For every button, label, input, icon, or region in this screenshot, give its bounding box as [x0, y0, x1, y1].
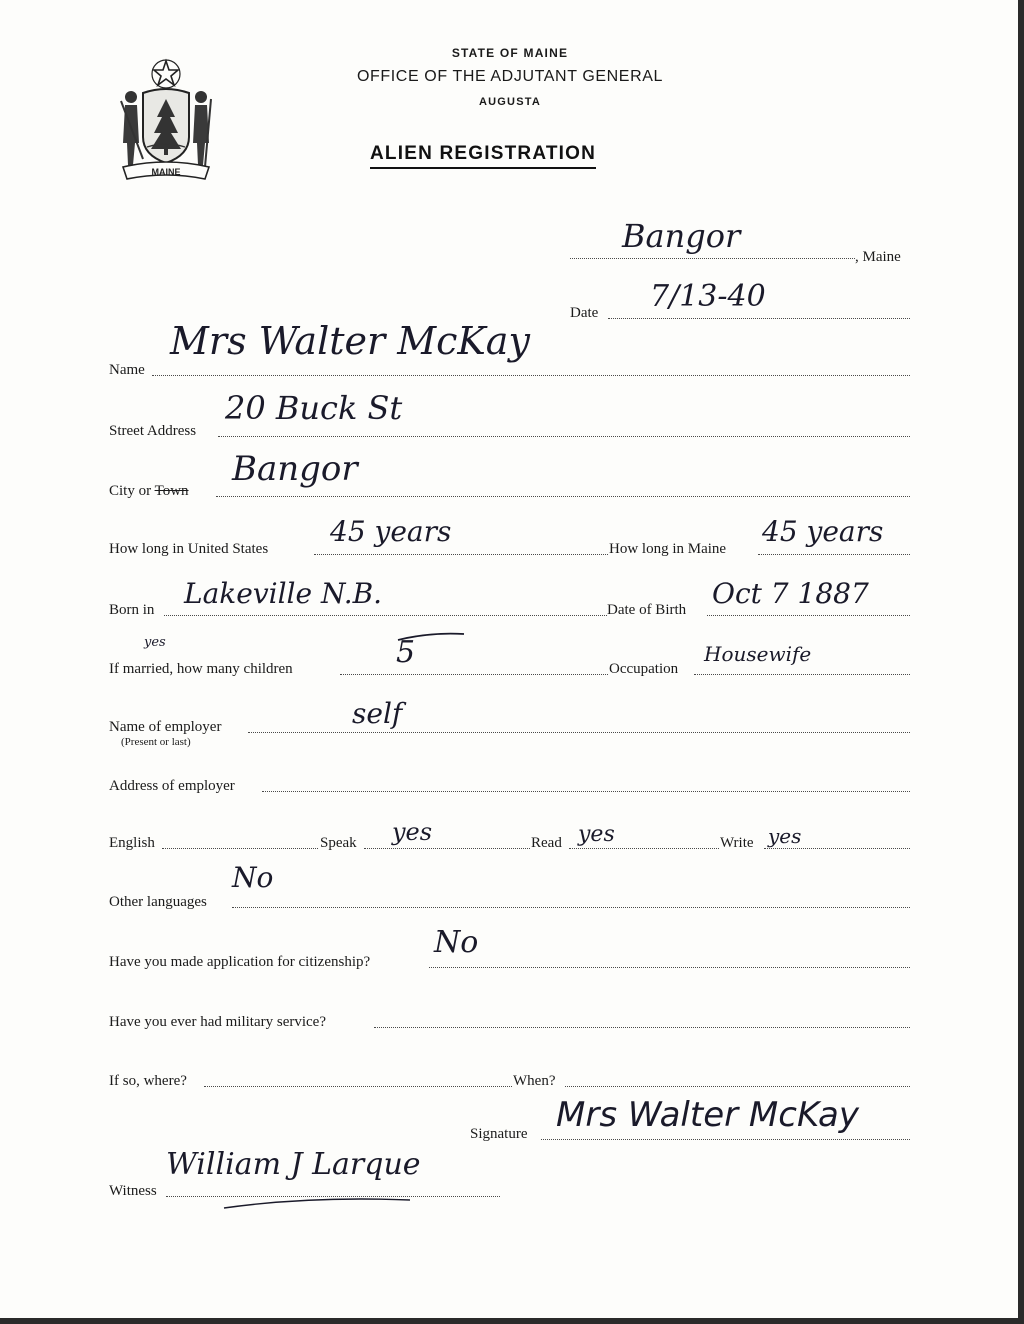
read-dotted-line [569, 848, 719, 849]
born-in-value[interactable]: Lakeville N.B. [184, 577, 383, 610]
maine-years-dotted-line [758, 554, 910, 555]
maine-years-value[interactable]: 45 years [762, 515, 884, 548]
date-of-birth-value[interactable]: Oct 7 1887 [712, 577, 869, 610]
town-value[interactable]: Bangor [622, 217, 741, 255]
children-count-value[interactable]: 5 [396, 635, 416, 670]
when-dotted-line [565, 1086, 910, 1087]
city-label-text: City or [109, 483, 155, 499]
us-years-dotted-line [314, 554, 608, 555]
employer-address-label: Address of employer [109, 778, 235, 794]
ink-flourish-children [380, 628, 470, 648]
street-address-dotted-line [218, 436, 910, 437]
city-value[interactable]: Bangor [232, 449, 358, 489]
ink-flourish-witness [220, 1180, 420, 1220]
maine-suffix-label: , Maine [855, 249, 901, 265]
header-state: STATE OF MAINE [451, 46, 569, 60]
citizenship-dotted-line [429, 967, 910, 968]
seal-ribbon-text: MAINE [151, 167, 181, 177]
read-value[interactable]: yes [578, 822, 615, 847]
other-languages-label: Other languages [109, 894, 207, 910]
date-value[interactable]: 7/13-40 [650, 279, 766, 314]
citizenship-label: Have you made application for citizenship? [109, 954, 371, 970]
write-label: Write [720, 835, 754, 851]
date-label: Date [570, 305, 599, 321]
witness-label: Witness [109, 1183, 157, 1199]
name-dotted-line [152, 375, 910, 376]
speak-dotted-line [364, 848, 530, 849]
military-service-dotted-line [374, 1027, 910, 1028]
occupation-dotted-line [694, 674, 910, 675]
occupation-label: Occupation [609, 661, 679, 677]
employer-sublabel: (Present or last) [121, 736, 191, 748]
read-label: Read [531, 835, 562, 851]
maine-years-label: How long in Maine [609, 541, 727, 557]
military-service-label: Have you ever had military service? [109, 1014, 326, 1030]
occupation-value[interactable]: Housewife [704, 642, 812, 666]
signature-label: Signature [470, 1126, 528, 1142]
us-years-value[interactable]: 45 years [330, 515, 452, 548]
employer-address-dotted-line [262, 791, 910, 792]
name-label: Name [109, 362, 145, 378]
town-struck-text: Town [154, 483, 189, 499]
write-dotted-line [764, 848, 910, 849]
city-dotted-line [216, 496, 910, 497]
us-years-label: How long in United States [109, 541, 269, 557]
born-in-dotted-line [164, 615, 607, 616]
citizenship-value[interactable]: No [434, 925, 479, 960]
when-label: When? [513, 1073, 556, 1089]
employer-dotted-line [248, 732, 910, 733]
form-title: ALIEN REGISTRATION [370, 143, 596, 169]
city-label [109, 482, 189, 500]
signature-dotted-line [541, 1139, 910, 1140]
witness-dotted-line [166, 1196, 500, 1197]
date-dotted-line [608, 318, 910, 319]
date-of-birth-label: Date of Birth [607, 602, 687, 618]
where-dotted-line [204, 1086, 512, 1087]
employer-label: Name of employer [109, 719, 222, 735]
write-value[interactable]: yes [768, 824, 802, 848]
speak-value[interactable]: yes [392, 818, 433, 846]
street-address-label: Street Address [109, 423, 197, 439]
maine-state-seal [113, 55, 219, 185]
header-office: OFFICE OF THE ADJUTANT GENERAL [356, 68, 664, 85]
married-children-dotted-line [340, 674, 608, 675]
speak-label: Speak [320, 835, 357, 851]
employer-value[interactable]: self [352, 697, 403, 730]
header-city: AUGUSTA [479, 96, 541, 108]
english-dotted-line [162, 848, 318, 849]
name-value[interactable]: Mrs Walter McKay [170, 319, 530, 363]
witness-value[interactable]: William J Larque [166, 1147, 421, 1182]
born-in-label: Born in [109, 602, 155, 618]
town-dotted-line [570, 258, 855, 259]
other-languages-dotted-line [232, 907, 910, 908]
other-languages-value[interactable]: No [232, 861, 274, 894]
street-address-value[interactable]: 20 Buck St [225, 389, 403, 427]
married-children-label: If married, how many children [109, 661, 293, 677]
married-note: yes [144, 635, 166, 650]
date-of-birth-dotted-line [707, 615, 910, 616]
where-label: If so, where? [109, 1073, 187, 1089]
signature-value[interactable]: Mrs Walter McKay [556, 1095, 859, 1135]
english-label: English [109, 835, 155, 851]
